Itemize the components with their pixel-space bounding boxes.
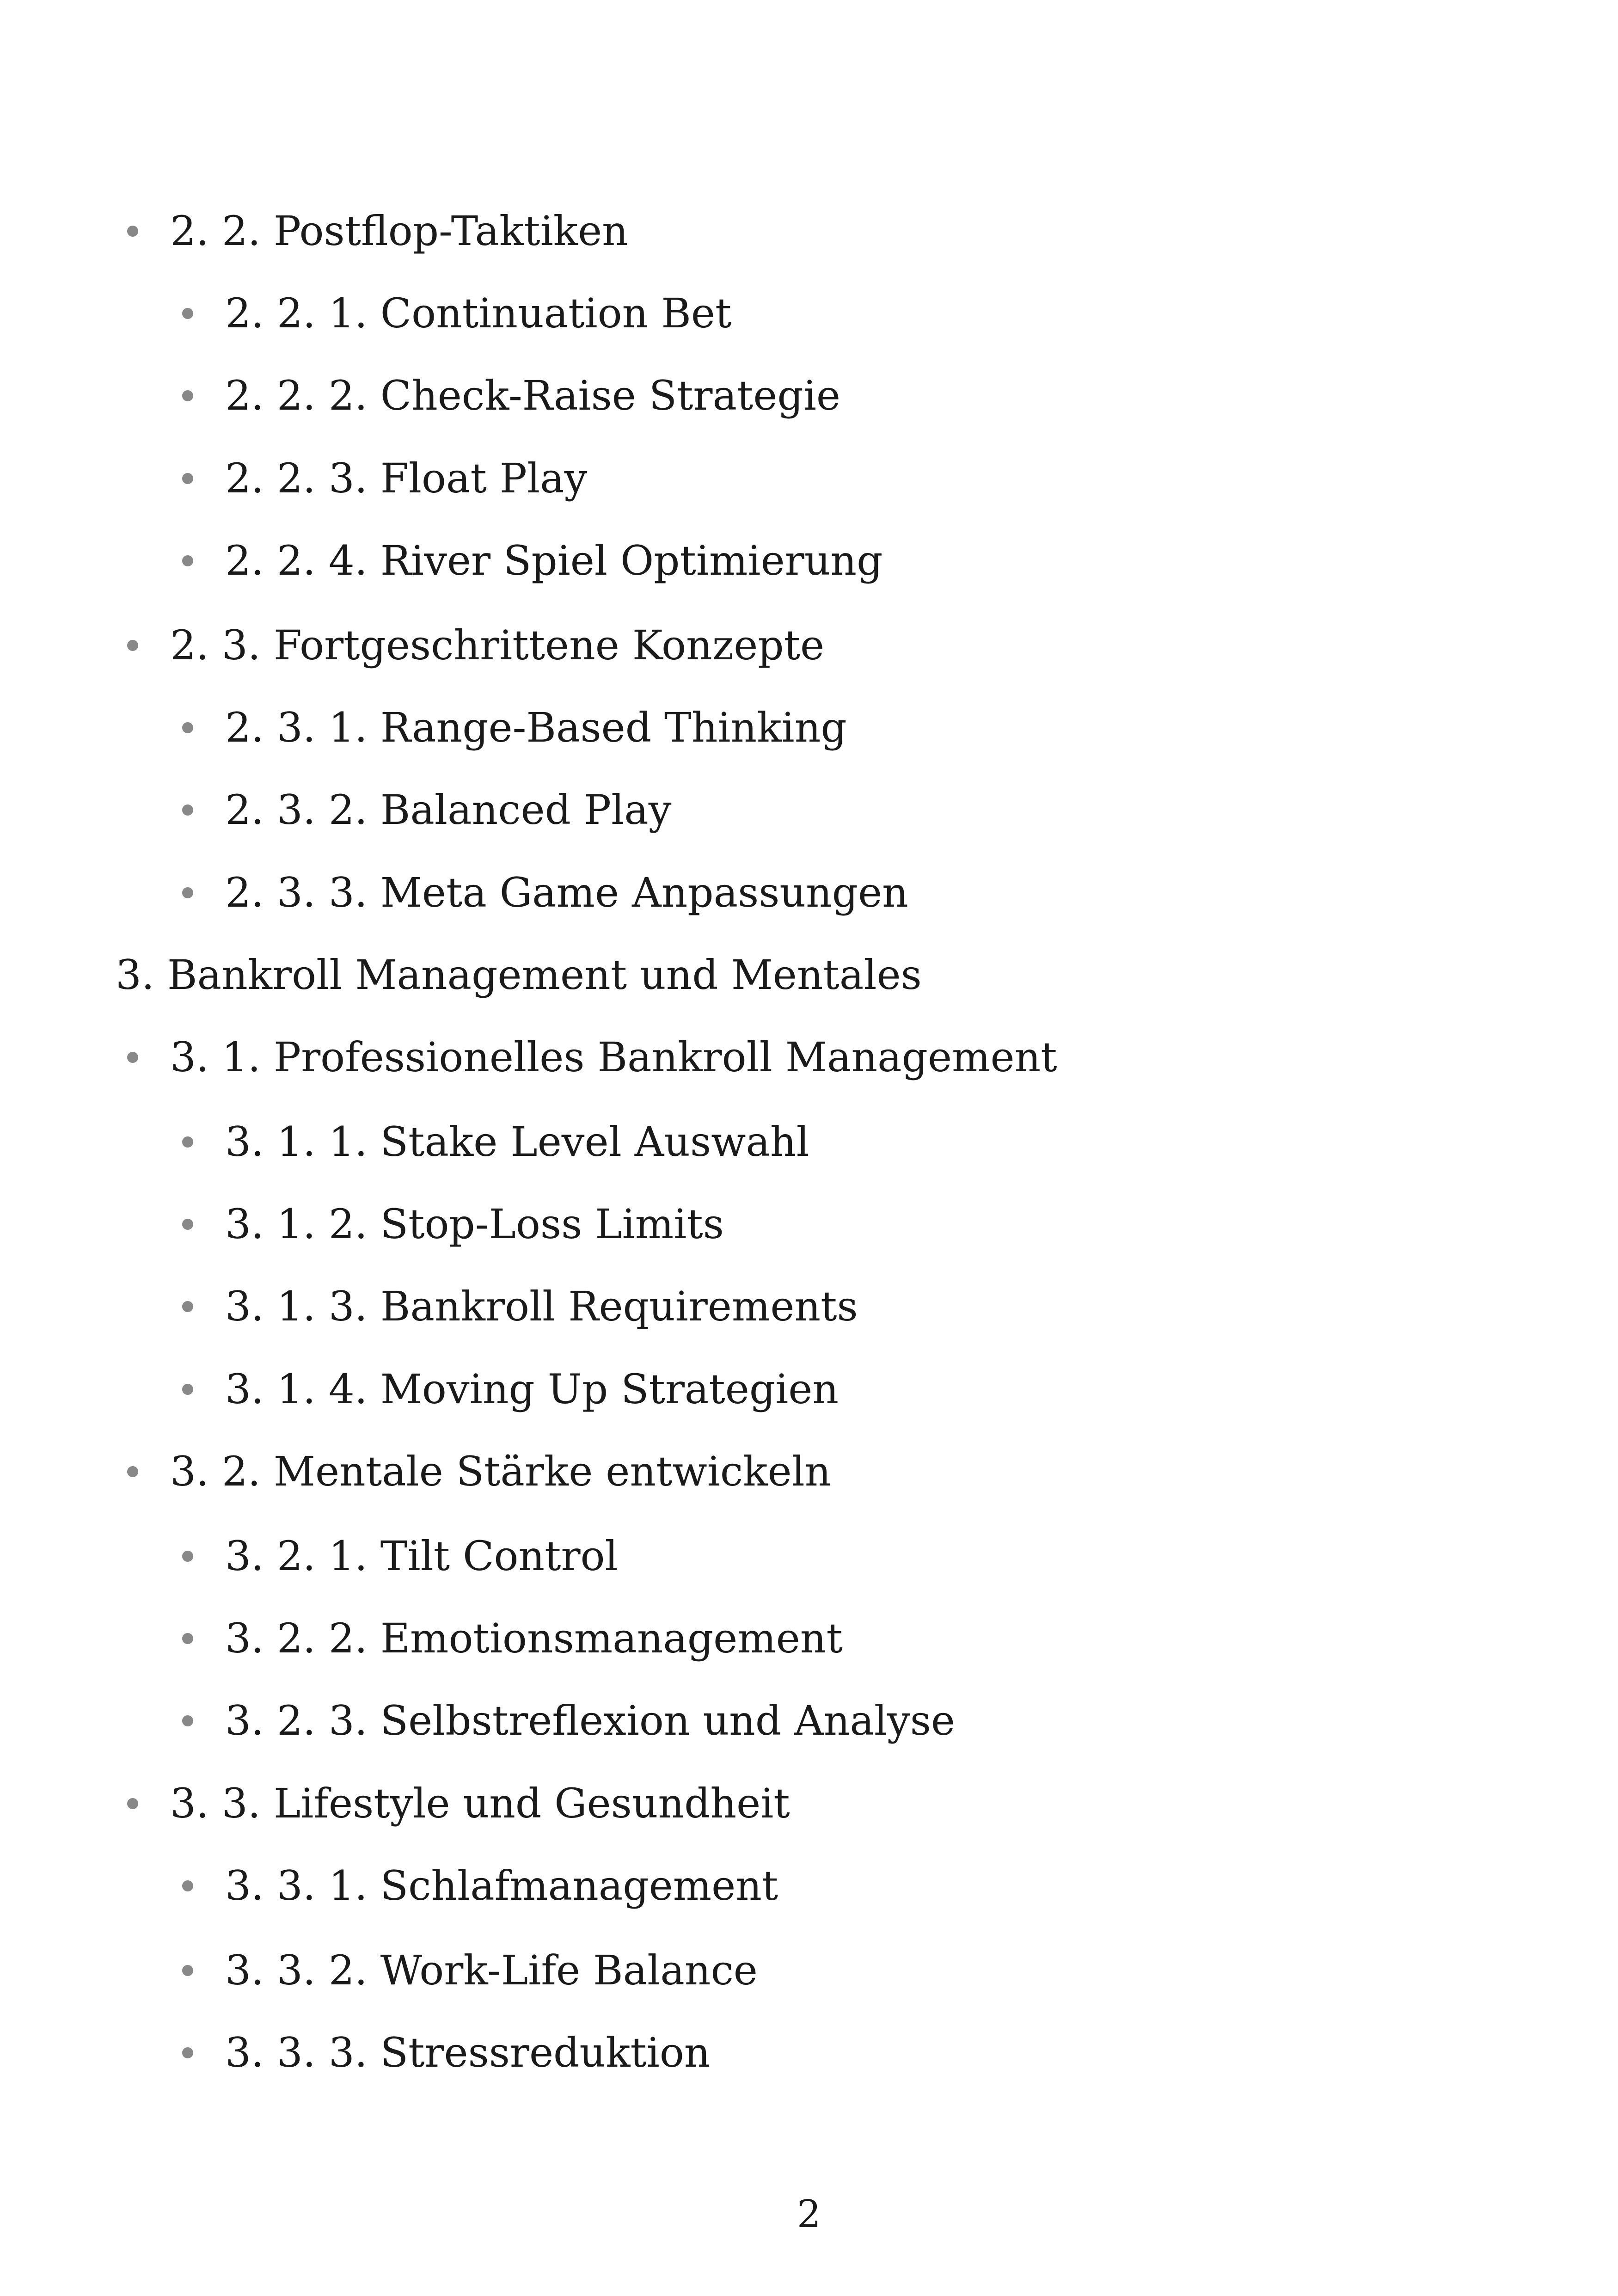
bullet-icon [127, 226, 138, 237]
toc-entry-label: 3. 2. Mentale Stärke entwickeln [170, 1448, 831, 1495]
toc-entry-label: 2. 2. 3. Float Play [225, 454, 588, 502]
bullet-icon [182, 1551, 193, 1562]
toc-entry-label: 3. Bankroll Management und Mentales [116, 951, 922, 999]
toc-entry-label: 2. 2. 4. River Spiel Optimierung [225, 537, 883, 584]
toc-entry-label: 3. 1. Professionelles Bankroll Management [170, 1033, 1057, 1081]
toc-entry-label: 2. 2. 1. Continuation Bet [225, 289, 732, 337]
toc-entry-label: 2. 2. 2. Check-Raise Strategie [225, 372, 840, 419]
toc-entry-label: 3. 2. 2. Emotionsmanagement [225, 1615, 843, 1662]
page-number: 2 [797, 2192, 821, 2236]
bullet-icon [182, 1715, 193, 1726]
bullet-icon [182, 2047, 193, 2058]
toc-entry-label: 2. 3. 1. Range-Based Thinking [225, 704, 847, 751]
bullet-icon [182, 1880, 193, 1891]
bullet-icon [182, 1136, 193, 1148]
toc-entry-label: 2. 3. 2. Balanced Play [225, 786, 672, 834]
bullet-icon [182, 308, 193, 319]
toc-entry-label: 2. 2. Postflop-Taktiken [170, 207, 628, 255]
bullet-icon [182, 887, 193, 898]
bullet-icon [182, 804, 193, 816]
bullet-icon [182, 555, 193, 566]
bullet-icon [182, 473, 193, 484]
bullet-icon [182, 1219, 193, 1230]
toc-entry-label: 3. 3. Lifestyle und Gesundheit [170, 1780, 790, 1827]
bullet-icon [182, 722, 193, 733]
toc-entry-label: 3. 3. 1. Schlafmanagement [225, 1862, 778, 1909]
bullet-icon [127, 1052, 138, 1063]
toc-entry-label: 2. 3. 3. Meta Game Anpassungen [225, 869, 908, 916]
toc-entry-label: 3. 1. 2. Stop-Loss Limits [225, 1200, 724, 1248]
bullet-icon [182, 1384, 193, 1395]
toc-entry-label: 3. 3. 3. Stressreduktion [225, 2029, 711, 2076]
bullet-icon [127, 1466, 138, 1477]
toc-entry-label: 2. 3. Fortgeschrittene Konzepte [170, 621, 825, 669]
bullet-icon [127, 1798, 138, 1809]
bullet-icon [182, 1633, 193, 1644]
toc-entry-label: 3. 3. 2. Work-Life Balance [225, 1946, 758, 1994]
bullet-icon [182, 1965, 193, 1976]
toc-entry-label: 3. 1. 3. Bankroll Requirements [225, 1283, 858, 1330]
toc-entry-label: 3. 2. 1. Tilt Control [225, 1532, 618, 1580]
bullet-icon [182, 1301, 193, 1312]
bullet-icon [127, 640, 138, 651]
toc-entry-label: 3. 1. 1. Stake Level Auswahl [225, 1118, 809, 1166]
toc-entry-label: 3. 1. 4. Moving Up Strategien [225, 1365, 839, 1413]
bullet-icon [182, 390, 193, 401]
toc-entry-label: 3. 2. 3. Selbstreflexion und Analyse [225, 1697, 955, 1744]
